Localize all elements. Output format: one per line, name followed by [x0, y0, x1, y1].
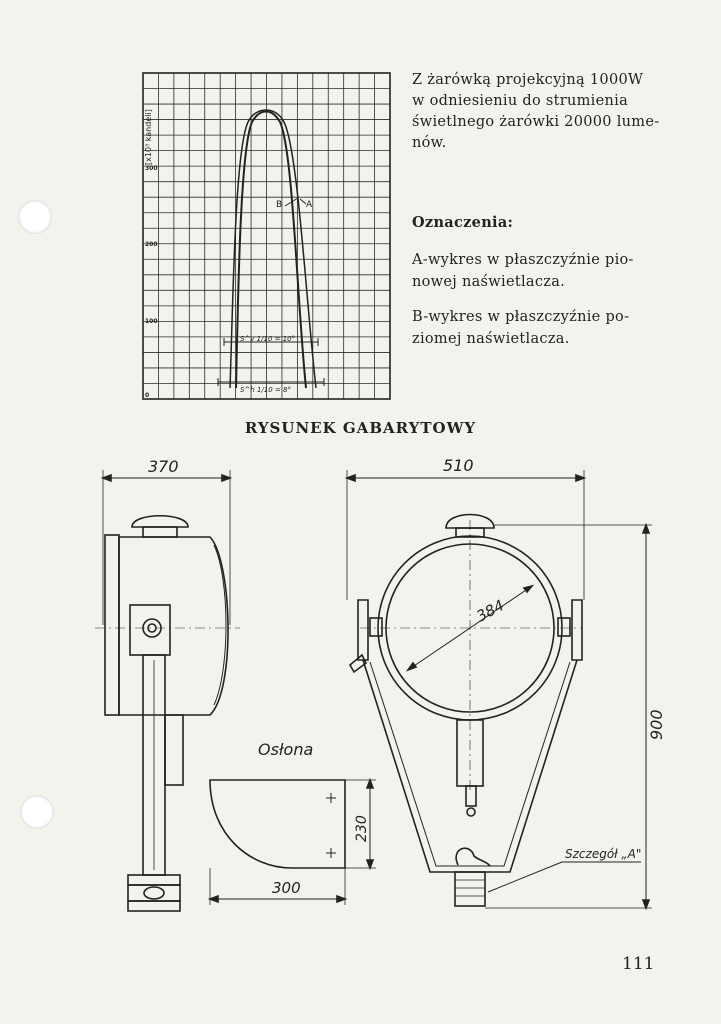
dimension-cover-width: 300: [272, 879, 301, 897]
dimension-cover-height: 230: [354, 815, 370, 842]
chart-ytick-200: 200: [145, 241, 158, 248]
chart-series-a-curve: [236, 112, 306, 389]
chart-ylabel: [x10³ kandeli]: [144, 109, 153, 165]
chart-grid: [143, 73, 390, 399]
chart-ytick-300: 300: [145, 165, 158, 172]
intro-line: nów.: [412, 135, 447, 151]
chart-leader-lines: [285, 198, 306, 206]
chart-label-a: A: [306, 200, 313, 210]
legend-line: ziomej naświetlacza.: [412, 331, 570, 347]
drawing-caption: RYSUNEK GABARYTOWY: [244, 419, 477, 437]
legend-item-a: [412, 249, 634, 293]
side-view-drawing: [95, 470, 240, 911]
legend-line: A-wykres w płaszczyźnie pio-: [412, 252, 634, 268]
chart-horizontal-spread-marker: [218, 378, 324, 386]
detail-a-label: Szczegół „A": [565, 847, 642, 861]
front-view-drawing: [347, 470, 652, 908]
cover-label: Osłona: [258, 740, 314, 759]
legend-line: B-wykres w płaszczyźnie po-: [412, 309, 630, 325]
legend-item-b: [412, 306, 629, 350]
intro-paragraph: [412, 70, 659, 154]
chart-label-sv: S^v 1/10 = 10°: [240, 335, 296, 343]
dimension-height: 900: [647, 709, 666, 740]
dimension-front-width: 510: [443, 456, 474, 475]
legend-heading: Oznaczenia:: [412, 214, 514, 231]
intro-line: Z żarówką projekcyjną 1000W: [412, 72, 644, 88]
chart-ytick-100: 100: [145, 318, 158, 325]
dimension-diameter: 384: [473, 596, 508, 626]
chart-label-b: B: [276, 200, 283, 210]
dimension-side-width: 370: [148, 457, 179, 476]
chart-label-sh: S^h 1/10 = 8°: [240, 386, 291, 394]
page-number: 111: [622, 954, 655, 974]
intro-line: świetlnego żarówki 20000 lume-: [412, 114, 660, 130]
chart-ytick-0: 0: [145, 392, 150, 399]
intro-line: w odniesieniu do strumienia: [412, 93, 629, 109]
legend-line: nowej naświetlacza.: [412, 274, 566, 290]
